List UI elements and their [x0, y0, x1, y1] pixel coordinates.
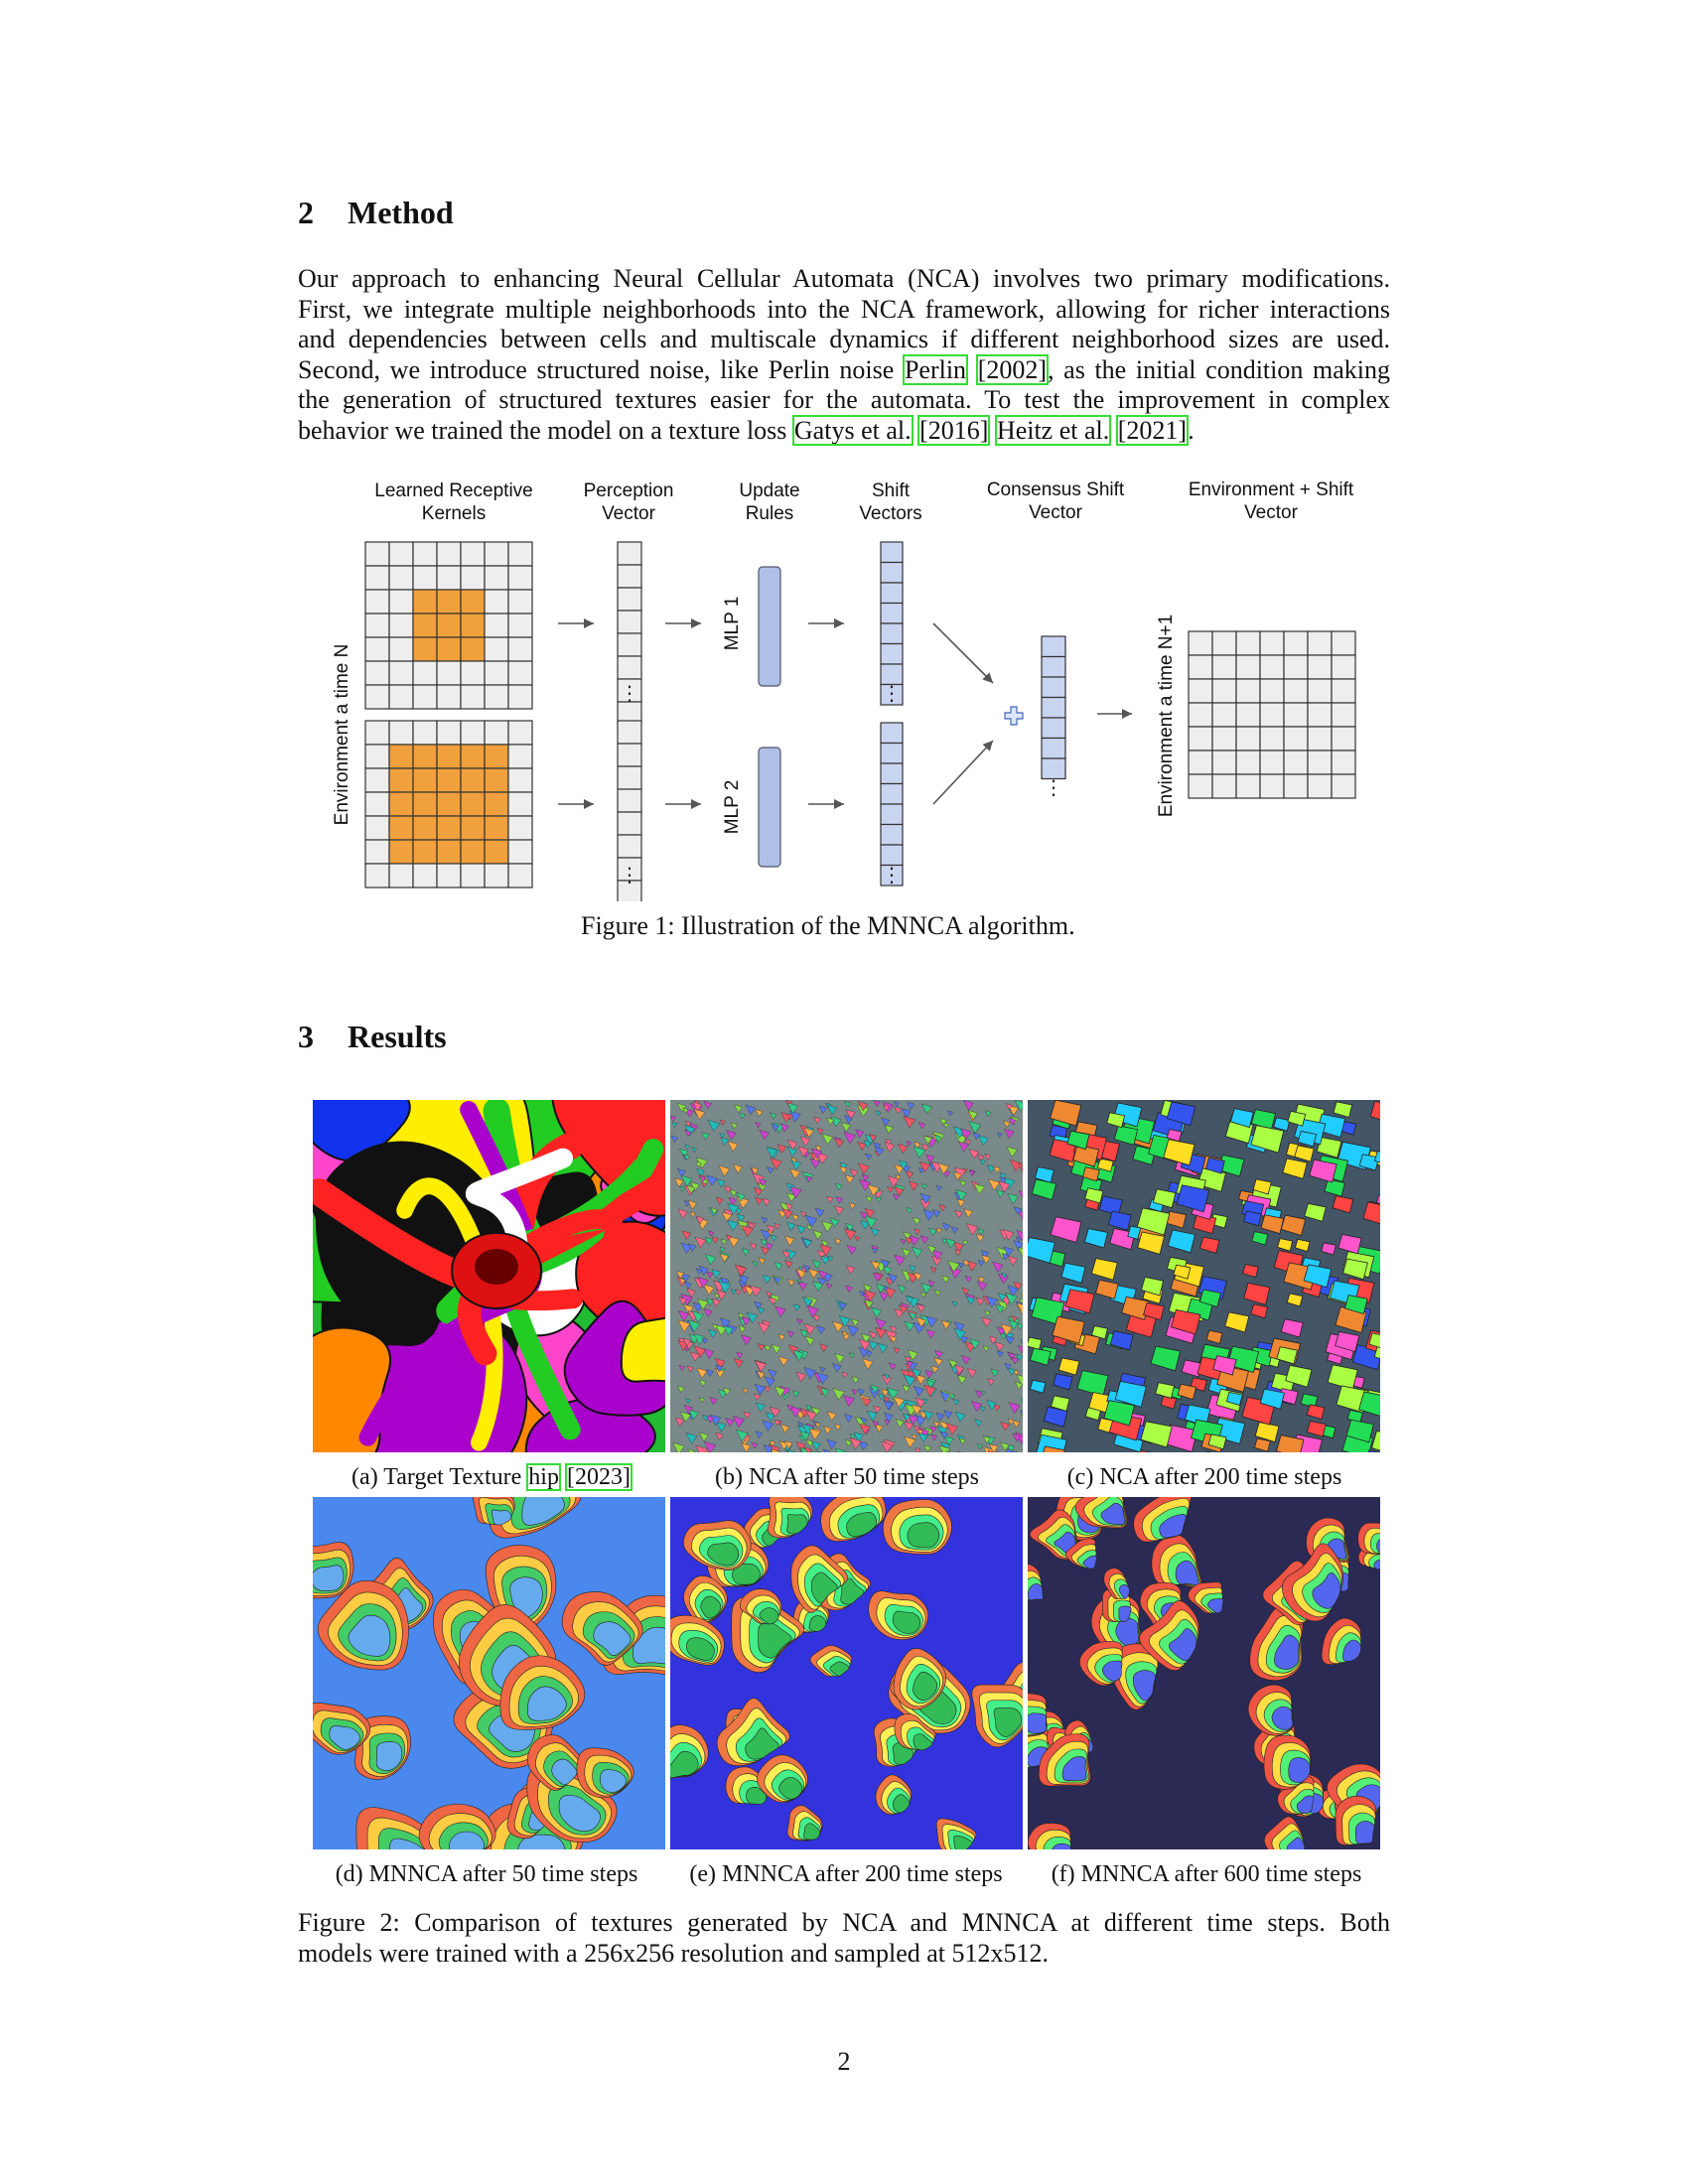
receptive-kernel-large-cell — [485, 792, 508, 816]
receptive-kernel-small-cell — [508, 661, 532, 685]
receptive-kernel-large-cell — [508, 864, 532, 887]
receptive-kernel-small-cell — [485, 542, 508, 566]
arrowhead — [834, 618, 844, 628]
receptive-kernel-large-cell — [389, 816, 413, 840]
consensus-vector-cell — [1042, 657, 1065, 678]
receptive-kernel-large-cell — [365, 768, 389, 792]
receptive-kernel-large-cell — [365, 792, 389, 816]
texture-nca-50 — [670, 1100, 1023, 1452]
receptive-kernel-small-cell — [413, 637, 437, 661]
receptive-kernel-large-cell — [413, 816, 437, 840]
receptive-kernel-small-cell — [365, 661, 389, 685]
receptive-kernel-large-cell — [389, 745, 413, 768]
texture-band — [1355, 1821, 1374, 1843]
header-consensus-2: Vector — [1029, 502, 1082, 523]
output-environment-cell — [1308, 727, 1332, 751]
output-environment-cell — [1236, 655, 1260, 679]
receptive-kernel-large-cell — [365, 816, 389, 840]
receptive-kernel-large-cell — [461, 745, 485, 768]
receptive-kernel-small-cell — [365, 614, 389, 637]
perception-vector-cell — [618, 565, 641, 588]
text-run: Second, we introduce structured noise, like Perlin noise — [298, 354, 904, 384]
flow-arrow — [933, 741, 993, 804]
receptive-kernel-large-cell — [508, 721, 532, 745]
receptive-kernel-large-cell — [437, 745, 461, 768]
consensus-vector-cell — [1042, 739, 1065, 759]
receptive-kernel-small-cell — [389, 542, 413, 566]
ellipsis-mark: ⋮ — [882, 863, 902, 887]
arrowhead — [584, 799, 594, 809]
receptive-kernel-small-cell — [389, 685, 413, 709]
receptive-kernel-small-cell — [389, 566, 413, 590]
receptive-kernel-large-cell — [508, 840, 532, 864]
output-environment-cell — [1284, 751, 1308, 774]
ellipsis-mark: ⋮ — [620, 681, 639, 705]
header-perception-1: Perception — [583, 480, 674, 501]
shift-vector-cell — [881, 825, 903, 846]
output-environment-cell — [1212, 631, 1236, 655]
perception-vector-cell — [618, 611, 641, 633]
receptive-kernel-small-cell — [437, 685, 461, 709]
receptive-kernel-small-cell — [365, 542, 389, 566]
output-environment-cell — [1189, 703, 1212, 727]
receptive-kernel-small-cell — [413, 566, 437, 590]
output-environment-cell — [1284, 727, 1308, 751]
receptive-kernel-small-cell — [437, 661, 461, 685]
section-title: Method — [348, 195, 454, 230]
consensus-vector-cell — [1042, 698, 1065, 719]
arrowhead — [1122, 709, 1132, 719]
subcaption-text: (a) Target Texture — [352, 1464, 528, 1490]
receptive-kernel-small-cell — [365, 566, 389, 590]
receptive-kernel-small-cell — [461, 661, 485, 685]
receptive-kernel-small-cell — [508, 590, 532, 614]
section-heading-method — [298, 195, 454, 231]
subcaption-f: (f) MNNCA after 600 time steps — [1051, 1861, 1362, 1887]
output-environment-cell — [1308, 751, 1332, 774]
output-environment-cell — [1189, 631, 1212, 655]
header-update-1: Update — [739, 480, 800, 501]
receptive-kernel-large-cell — [485, 864, 508, 887]
paragraph-line — [298, 416, 1390, 447]
output-environment-cell — [1332, 703, 1355, 727]
receptive-kernel-large-cell — [389, 864, 413, 887]
shift-vector-cell — [881, 542, 903, 563]
receptive-kernel-small-cell — [508, 637, 532, 661]
ellipsis-mark: ⋮ — [882, 681, 902, 705]
receptive-kernel-small-cell — [437, 637, 461, 661]
output-environment-cell — [1284, 703, 1308, 727]
output-environment-cell — [1260, 751, 1284, 774]
output-environment-cell — [1308, 703, 1332, 727]
arrowhead — [834, 799, 844, 809]
texture-target — [313, 1100, 665, 1452]
paragraph-line: First, we integrate multiple neighborhoods into the NCA framework, allowing for richer interactions — [298, 294, 1390, 324]
text-run: . — [1188, 415, 1195, 445]
subcaption-d: (d) MNNCA after 50 time steps — [335, 1861, 638, 1887]
receptive-kernel-small-cell — [485, 661, 508, 685]
output-environment-cell — [1284, 774, 1308, 798]
output-environment-cell — [1212, 703, 1236, 727]
texture-mnnca-600 — [1028, 1497, 1380, 1849]
section-title: Results — [348, 1019, 447, 1054]
receptive-kernel-large-cell — [461, 721, 485, 745]
citation-link[interactable]: [2021] — [1117, 415, 1188, 445]
citation-link[interactable]: [2016] — [919, 415, 989, 445]
receptive-kernel-large-cell — [485, 816, 508, 840]
consensus-vector-cell — [1042, 677, 1065, 698]
paragraph-line: and dependencies between cells and multiscale dynamics if different neighborhood sizes are used. — [298, 325, 1390, 354]
receptive-kernel-small-cell — [365, 685, 389, 709]
mlp1-label: MLP 1 — [722, 596, 743, 651]
ellipsis-mark: ⋮ — [1044, 775, 1063, 799]
paragraph-line — [298, 355, 1390, 386]
text-run: , as the initial condition making — [1048, 354, 1390, 384]
output-environment-cell — [1308, 655, 1332, 679]
receptive-kernel-small-cell — [508, 685, 532, 709]
shift-vector-cell — [881, 644, 903, 665]
receptive-kernel-small-cell — [437, 566, 461, 590]
text-run — [989, 416, 996, 445]
citation-link[interactable]: Gatys et al. — [793, 415, 912, 445]
output-environment-cell — [1260, 631, 1284, 655]
receptive-kernel-large-cell — [413, 792, 437, 816]
receptive-kernel-large-cell — [437, 864, 461, 887]
text-run: behavior we trained the model on a texture loss — [298, 415, 793, 445]
receptive-kernel-small-cell — [413, 661, 437, 685]
consensus-vector-cell — [1042, 636, 1065, 657]
output-environment-cell — [1260, 703, 1284, 727]
receptive-kernel-small-cell — [461, 685, 485, 709]
perception-vector-cell — [618, 744, 641, 766]
header-update-2: Rules — [745, 503, 794, 524]
paragraph-line: Our approach to enhancing Neural Cellular Automata (NCA) involves two primary modifications. — [298, 264, 1390, 293]
env-time-n-label: Environment a time N — [332, 643, 352, 826]
arrowhead — [584, 618, 594, 628]
receptive-kernel-large-cell — [389, 792, 413, 816]
section-heading-results — [298, 1019, 447, 1055]
shift-vector-cell — [881, 623, 903, 644]
perception-vector-cell — [618, 542, 641, 565]
figure1-caption: Figure 1: Illustration of the MNNCA algorithm. — [581, 911, 1075, 940]
plus-icon — [1005, 707, 1023, 725]
subcaption-c: (c) NCA after 200 time steps — [1066, 1464, 1342, 1490]
arrowhead — [691, 618, 701, 628]
texture-nca-200 — [1028, 1100, 1380, 1452]
output-environment-cell — [1212, 751, 1236, 774]
receptive-kernel-small-cell — [413, 590, 437, 614]
receptive-kernel-large-cell — [485, 745, 508, 768]
header-kernels-2: Kernels — [421, 503, 487, 524]
output-environment-cell — [1189, 751, 1212, 774]
output-environment-cell — [1332, 679, 1355, 703]
mlp2-block — [759, 748, 780, 867]
receptive-kernel-large-cell — [437, 816, 461, 840]
shift-vector-cell — [881, 804, 903, 825]
citation-link[interactable]: [2023] — [566, 1464, 631, 1490]
receptive-kernel-small-cell — [485, 685, 508, 709]
shift-vector-cell — [881, 583, 903, 604]
citation-link[interactable]: Perlin — [904, 354, 967, 384]
receptive-kernel-large-cell — [413, 768, 437, 792]
mnnca-diagram — [318, 475, 1380, 901]
shift-vector-cell — [881, 604, 903, 624]
output-environment-cell — [1189, 727, 1212, 751]
receptive-kernel-small-cell — [413, 614, 437, 637]
section-number: 3 — [298, 1019, 314, 1054]
receptive-kernel-large-cell — [485, 840, 508, 864]
receptive-kernel-small-cell — [389, 637, 413, 661]
perception-vector-cell — [618, 812, 641, 835]
perception-vector-cell — [618, 766, 641, 789]
receptive-kernel-small-cell — [461, 566, 485, 590]
output-environment-cell — [1260, 679, 1284, 703]
subcaption-e: (e) MNNCA after 200 time steps — [689, 1861, 1003, 1887]
header-shift-1: Shift — [871, 480, 911, 501]
receptive-kernel-large-cell — [413, 721, 437, 745]
caption-line: models were trained with a 256x256 resolution and sampled at 512x512. — [298, 1938, 1050, 1968]
figure2-caption — [298, 1908, 1390, 1969]
output-environment-cell — [1236, 679, 1260, 703]
receptive-kernel-large-cell — [413, 840, 437, 864]
output-environment-cell — [1308, 774, 1332, 798]
output-environment-cell — [1236, 774, 1260, 798]
flow-arrow — [933, 623, 993, 683]
diagram-shapes — [365, 542, 1355, 901]
citation-link[interactable]: Heitz et al. — [996, 415, 1110, 445]
output-environment-cell — [1332, 774, 1355, 798]
perception-vector-cell — [618, 721, 641, 744]
texture-band — [313, 1566, 344, 1591]
output-environment-cell — [1212, 679, 1236, 703]
receptive-kernel-small-cell — [508, 566, 532, 590]
header-consensus-1: Consensus Shift — [986, 479, 1125, 500]
receptive-kernel-small-cell — [461, 614, 485, 637]
subcaption-a — [313, 1464, 670, 1491]
output-environment-cell — [1284, 631, 1308, 655]
texture-band — [1028, 1713, 1047, 1733]
output-environment-cell — [1189, 679, 1212, 703]
texture-region — [475, 1249, 518, 1285]
receptive-kernel-large-cell — [365, 840, 389, 864]
output-environment-cell — [1260, 655, 1284, 679]
text-run — [967, 355, 977, 384]
consensus-vector-cell — [1042, 718, 1065, 739]
citation-link[interactable]: hip — [528, 1464, 559, 1490]
receptive-kernel-small-cell — [485, 637, 508, 661]
output-environment-cell — [1236, 751, 1260, 774]
receptive-kernel-large-cell — [365, 745, 389, 768]
output-environment-cell — [1236, 727, 1260, 751]
shift-vector-cell — [881, 723, 903, 744]
header-kernels-1: Learned Receptive — [374, 480, 533, 501]
receptive-kernel-large-cell — [508, 745, 532, 768]
output-environment-cell — [1212, 774, 1236, 798]
receptive-kernel-large-cell — [508, 792, 532, 816]
texture-mnnca-200 — [670, 1497, 1023, 1849]
receptive-kernel-small-cell — [413, 685, 437, 709]
text-run — [1110, 416, 1117, 445]
receptive-kernel-small-cell — [437, 542, 461, 566]
mlp1-block — [759, 567, 780, 686]
receptive-kernel-large-cell — [461, 792, 485, 816]
receptive-kernel-large-cell — [437, 840, 461, 864]
header-perception-2: Vector — [602, 503, 655, 524]
receptive-kernel-small-cell — [413, 542, 437, 566]
receptive-kernel-small-cell — [461, 637, 485, 661]
mlp2-label: MLP 2 — [722, 779, 743, 835]
receptive-kernel-small-cell — [508, 614, 532, 637]
receptive-kernel-large-cell — [461, 816, 485, 840]
receptive-kernel-large-cell — [508, 768, 532, 792]
output-environment-cell — [1284, 679, 1308, 703]
receptive-kernel-small-cell — [461, 590, 485, 614]
receptive-kernel-large-cell — [437, 721, 461, 745]
output-environment-cell — [1189, 655, 1212, 679]
receptive-kernel-large-cell — [461, 840, 485, 864]
receptive-kernel-small-cell — [365, 637, 389, 661]
receptive-kernel-large-cell — [413, 864, 437, 887]
perception-vector-cell — [618, 789, 641, 812]
texture-mnnca-50 — [313, 1497, 665, 1849]
perception-vector-cell — [618, 588, 641, 611]
output-environment-cell — [1284, 655, 1308, 679]
receptive-kernel-small-cell — [485, 566, 508, 590]
header-shift-2: Vectors — [859, 503, 922, 524]
output-environment-cell — [1189, 774, 1212, 798]
citation-link[interactable]: [2002] — [977, 354, 1048, 384]
page-number: 2 — [837, 2047, 851, 2076]
output-environment-cell — [1260, 774, 1284, 798]
shift-vector-cell — [881, 744, 903, 764]
output-environment-cell — [1332, 631, 1355, 655]
receptive-kernel-large-cell — [437, 792, 461, 816]
receptive-kernel-small-cell — [389, 590, 413, 614]
output-environment-cell — [1236, 631, 1260, 655]
receptive-kernel-large-cell — [389, 768, 413, 792]
env-time-n1-label: Environment a time N+1 — [1156, 614, 1177, 818]
receptive-kernel-large-cell — [365, 721, 389, 745]
receptive-kernel-large-cell — [437, 768, 461, 792]
receptive-kernel-small-cell — [437, 590, 461, 614]
caption-line: Figure 2: Comparison of textures generated by NCA and MNNCA at different time steps. Both — [298, 1908, 1390, 1937]
ellipsis-mark: ⋮ — [620, 863, 639, 887]
receptive-kernel-large-cell — [461, 768, 485, 792]
output-environment-cell — [1260, 727, 1284, 751]
perception-vector-cell — [618, 656, 641, 679]
receptive-kernel-large-cell — [485, 721, 508, 745]
receptive-kernel-large-cell — [365, 864, 389, 887]
receptive-kernel-large-cell — [508, 816, 532, 840]
output-environment-cell — [1332, 751, 1355, 774]
receptive-kernel-small-cell — [461, 542, 485, 566]
perception-vector-cell — [618, 633, 641, 656]
receptive-kernel-large-cell — [389, 840, 413, 864]
receptive-kernel-large-cell — [461, 864, 485, 887]
shift-vector-cell — [881, 563, 903, 584]
receptive-kernel-small-cell — [508, 542, 532, 566]
output-environment-cell — [1212, 655, 1236, 679]
output-environment-cell — [1332, 655, 1355, 679]
output-environment-cell — [1308, 631, 1332, 655]
section-number: 2 — [298, 195, 314, 230]
header-env-shift-2: Vector — [1244, 502, 1298, 523]
shift-vector-cell — [881, 763, 903, 784]
output-environment-cell — [1332, 727, 1355, 751]
method-paragraph — [298, 264, 1390, 447]
receptive-kernel-small-cell — [389, 661, 413, 685]
receptive-kernel-small-cell — [437, 614, 461, 637]
receptive-kernel-large-cell — [413, 745, 437, 768]
receptive-kernel-large-cell — [485, 768, 508, 792]
receptive-kernel-small-cell — [485, 614, 508, 637]
output-environment-cell — [1212, 727, 1236, 751]
header-env-shift-1: Environment + Shift — [1188, 479, 1354, 500]
perception-vector-cell — [618, 835, 641, 858]
receptive-kernel-large-cell — [389, 721, 413, 745]
output-environment-cell — [1236, 703, 1260, 727]
receptive-kernel-small-cell — [389, 614, 413, 637]
shift-vector-cell — [881, 784, 903, 805]
paragraph-line: the generation of structured textures easier for the automata. To test the improvement in complex — [298, 385, 1390, 415]
output-environment-cell — [1308, 679, 1332, 703]
texture-band — [908, 1523, 939, 1548]
subcaption-b: (b) NCA after 50 time steps — [715, 1464, 979, 1490]
receptive-kernel-small-cell — [365, 590, 389, 614]
receptive-kernel-small-cell — [485, 590, 508, 614]
arrowhead — [691, 799, 701, 809]
